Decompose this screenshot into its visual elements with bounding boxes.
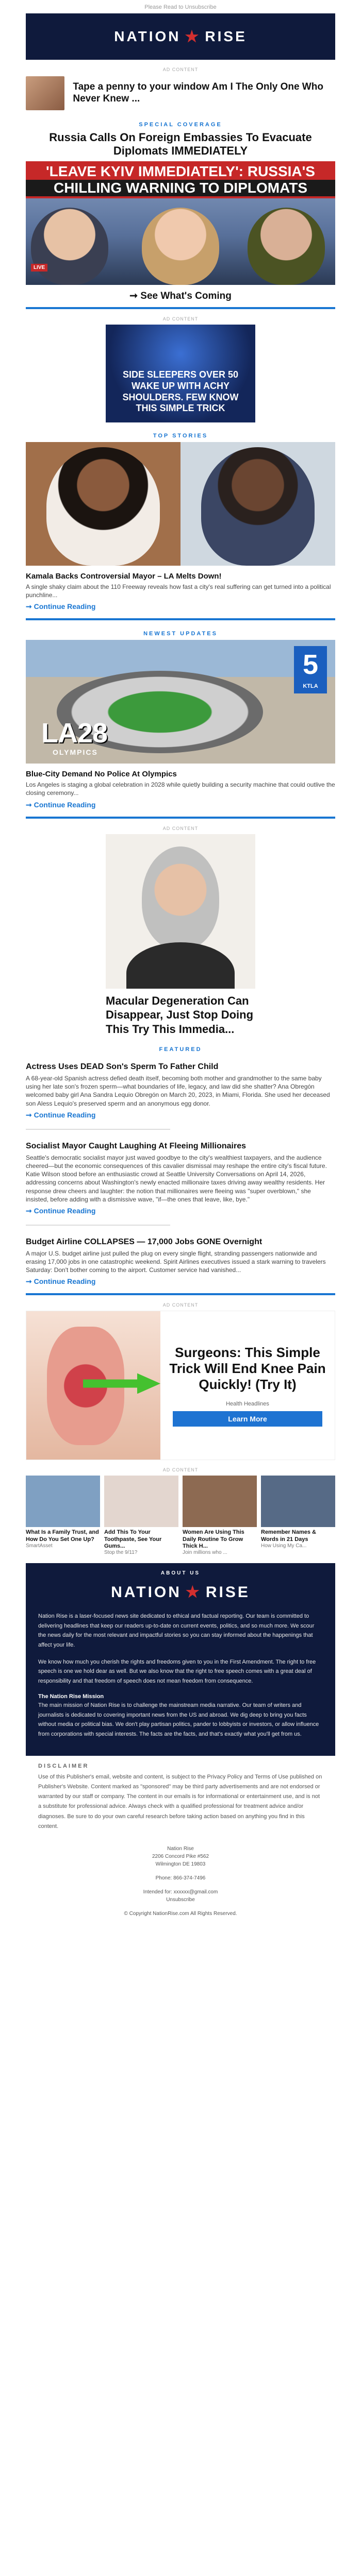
ad-label: AD CONTENT [162,1302,199,1308]
top-story-body: A single shaky claim about the 110 Freeway reveals how fast a city's real suffering can get turned into a political punchline... [26,583,331,599]
preheader[interactable]: Please Read to Unsubscribe [144,4,217,10]
sponsored-tile-title[interactable]: What Is a Family Trust, and How Do You Set One Up? [26,1529,99,1543]
top-story-image[interactable] [26,442,335,566]
newest-title[interactable]: Blue-City Demand No Police At Olympics [26,770,177,779]
disclaimer-label: DISCLAIMER [38,1762,89,1769]
ad-knee-source: Health Headlines [226,1401,269,1408]
newest-body: Los Angeles is staging a global celebration in 2028 while quietly building a security machine that could outlive the closing ceremony... [26,781,335,797]
featured-story [26,1056,335,1130]
sponsored-tile-image[interactable] [104,1476,178,1527]
ad-knee-title[interactable]: Surgeons: This Simple Trick Will End Knee Pain Quickly! (Try It) [169,1344,326,1393]
footer-address: 2206 Concord Pike #562 [152,1854,209,1860]
divider [26,1225,170,1226]
ad-macular-text[interactable]: Macular Degeneration Can Disappear, Just Stop Doing This Try This Immedia... [106,994,254,1036]
ad-knee-content [160,1311,335,1460]
person-image [248,208,325,285]
footer [26,1832,335,1928]
sponsored-tile-image[interactable] [183,1476,257,1527]
person-image [201,447,315,566]
sponsored-tile[interactable] [183,1476,257,1556]
learn-more-button[interactable]: Learn More [173,1411,322,1427]
unsubscribe-link[interactable]: Unsubscribe [166,1897,195,1903]
sponsored-tile-title[interactable]: Women Are Using This Daily Routine To Grow Thick H... [183,1529,244,1549]
mission-title: The Nation Rise Mission [38,1693,104,1700]
live-badge: LIVE [31,264,47,272]
featured-body: A 68-year-old Spanish actress defied death itself, becoming both mother and grandmother to the same baby using her late son's frozen sperm—what boundaries of life, legacy, and law did she shatter? Ana Obregón welcomed baby girl Ana Sandra Lequio Obregón on March 20, 2023, in Miami, Florida. She used her deceased son Aless Lequio's preserved sperm and an anonymous egg donor. [26,1075,330,1107]
continue-reading-link[interactable]: ➞ Continue Reading [26,602,96,611]
about-paragraph: We know how much you cherish the rights and freedoms given to you in the First Amendment. The right to free speech is one we hold dear as well. But we also know that the right to free speech comes with a great deal of responsibility and that freedom of speech does not mean freedom from consequence. [38,1658,316,1685]
continue-reading-link[interactable]: ➞ Continue Reading [26,1110,96,1119]
disclaimer-text: Use of this Publisher's email, website and content, is subject to the Privacy Policy and Terms of Use published on Publisher's Website. Content marked as "sponsored" may be third party advertisements and are not endorsed or warranted by our staff or company. The content in our emails is for informational or entertainment use, and is not a substitute for professional advice. Always check with a qualified professional for treatment advice and/or diagnoses. Be sure to do your own careful research before taking action based on anything you find in this content. [38,1773,322,1829]
section-label-top-stories: TOP STORIES [153,432,208,439]
sponsored-tile-title[interactable]: Remember Names & Words in 21 Days [261,1529,316,1543]
ad-knee-image[interactable] [26,1311,160,1460]
person-image [126,942,235,989]
disclaimer-section [26,1756,335,1832]
person-image [46,447,160,566]
footer-phone: Phone: 866-374-7496 [155,1875,206,1882]
ad-penny-image[interactable] [26,76,64,110]
featured-story [26,1135,335,1226]
sponsored-tile-source: Join millions who ... [183,1550,227,1556]
ad-label: AD CONTENT [162,1467,199,1473]
featured-story [26,1231,335,1294]
sponsored-tile-title[interactable]: Add This To Your Toothpaste, See Your Gums... [104,1529,162,1549]
ad-label: AD CONTENT [162,67,199,72]
person-image [31,208,108,285]
featured-body: Seattle's democratic socialist mayor just waved goodbye to the city's wealthiest taxpayers, and the audience cheered—but the economic consequences of this cavalier dismissal may reshape the entire city's fiscal future. Katie Wilson stood before an enthusiastic crowd at Seattle University Conversations on April 14, 2026, addressing concerns about Washington's newly enacted millionaire taxes driving away wealthy residents. Her response drew cheers and laughter: the notion that millionaires were fleeing was "super overblown," she insisted, before adding with a dismissive wave, "if—the ones that leave, like, bye." [26,1154,327,1203]
sponsored-tile-source: SmartAsset [26,1543,53,1549]
featured-title[interactable]: Budget Airline COLLAPSES — 17,000 Jobs GONE Overnight [26,1237,262,1246]
ad-shoulder-banner[interactable]: SIDE SLEEPERS OVER 50 WAKE UP WITH ACHY SHOULDERS. FEW KNOW THIS SIMPLE TRICK [106,325,255,422]
footer-intended: Intended for: xxxxxx@gmail.com [143,1889,218,1895]
footer-address: Wilmington DE 19803 [155,1861,206,1868]
special-title[interactable]: Russia Calls On Foreign Embassies To Evacuate Diplomats IMMEDIATELY [49,131,312,158]
sponsored-tile[interactable] [104,1476,178,1556]
top-story-title[interactable]: Kamala Backs Controversial Mayor – LA Melts Down! [26,571,222,581]
featured-title[interactable]: Actress Uses DEAD Son's Sperm To Father Child [26,1062,219,1072]
continue-reading-link[interactable]: ➞ Continue Reading [26,800,96,809]
ad-penny[interactable] [26,75,335,111]
person-image [142,846,219,950]
sponsored-tile-image[interactable] [26,1476,100,1527]
divider [26,1129,170,1130]
ad-label: AD CONTENT [162,825,199,831]
see-whats-coming-link[interactable]: ➞ See What's Coming [129,290,232,301]
sponsored-tile-source: Stop the 9/11? [104,1550,138,1556]
special-image[interactable] [26,161,335,285]
special-banner: 'LEAVE KYIV IMMEDIATELY': RUSSIA'S CHILLING WARNING TO DIPLOMATS [26,161,335,198]
sponsored-tile[interactable] [261,1476,335,1556]
sponsored-tile-image[interactable] [261,1476,335,1527]
about-label: ABOUT US [160,1570,201,1577]
about-section [26,1563,335,1756]
la28-subtitle: OLYMPICS [53,748,98,757]
section-label-featured: FEATURED [159,1046,202,1053]
masthead [26,13,335,60]
la28-logo: LA28 [41,718,108,749]
section-label-newest: NEWEST UPDATES [143,631,218,637]
brand-logo[interactable]: NATION ★ RISE [111,1583,250,1601]
continue-reading-link[interactable]: ➞ Continue Reading [26,1277,96,1286]
brand-logo[interactable]: NATION ★ RISE [114,28,247,45]
sponsored-tile-source: How Using My Ca... [261,1543,307,1549]
featured-body: A major U.S. budget airline just pulled the plug on every single flight, stranding passengers nationwide and erasing 17,000 jobs in one catastrophic weekend. Spirit Airlines executives issued a stark warning to travelers Saturday: Don't bother coming to the airport. Customer service had vanished... [26,1249,326,1274]
about-paragraph: Nation Rise is a laser-focused news site dedicated to ethical and factual reporting. Our team is committed to delivering headlines that keep our readers up-to-date on current events, politics, and so much more. We scour the news daily for the most relevant and impactful stories so you can stay informed about the happenings that affect your life. [38,1613,315,1649]
sponsored-tiles [26,1476,335,1556]
person-image [142,208,219,285]
ad-label: AD CONTENT [162,316,199,321]
newest-image[interactable] [26,640,335,764]
section-label-special: SPECIAL COVERAGE [139,122,222,128]
continue-reading-link[interactable]: ➞ Continue Reading [26,1206,96,1215]
featured-title[interactable]: Socialist Mayor Caught Laughing At Fleeing Millionaires [26,1141,247,1150]
ad-macular-image[interactable] [106,834,255,989]
ktla-logo: 5 KTLA [294,646,327,693]
star-icon: ★ [185,28,201,45]
sponsored-tile[interactable] [26,1476,100,1556]
footer-company: Nation Rise [167,1846,194,1852]
star-icon: ★ [185,1584,202,1601]
ad-penny-text[interactable]: Tape a penny to your window Am I The Only One Who Never Knew ... [73,81,323,104]
footer-copyright: © Copyright NationRise.com All Rights Reserved. [124,1911,237,1917]
mission-paragraph: The main mission of Nation Rise is to challenge the mainstream media narrative. Our team of writers and journalists is dedicated to covering important news from the US and abroad. We dig deep to bring you facts without media or political bias. We don't play partisan politics, pander to lobbyists or investors, or allow influence from corporations with special interests. The facts are the facts, and that's exactly what you'll get from us. [38,1702,319,1737]
ad-knee[interactable] [26,1311,335,1460]
